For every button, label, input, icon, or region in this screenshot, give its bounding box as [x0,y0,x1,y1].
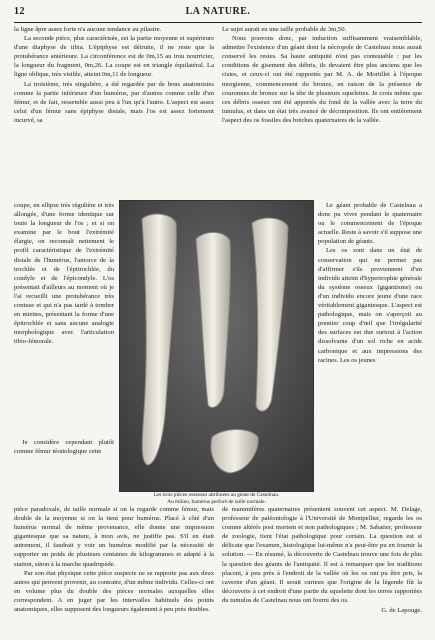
page-header [14,6,422,20]
bones-photograph [119,200,314,492]
paragraph: pièce paradoxale, de taille normale si on la regarde comme fémur, mais double de la moyenne si on la tient pour humérus. Placé à côté d'un humérus normal de même provenance, elle donne une impression gigantesque que sa nature, à mon avis, ne justifie pas. S'il en était autrement, il faudrait y voir un humérus modifié par la nécessité de supporter un poids de plusieurs centaines de kilogrammes et adapté à la station, sinon à la marche quadrupède. [14,506,214,568]
author-signature: G. de Lapouge. [381,607,422,615]
left-column-bottom [14,505,214,637]
page-number: 12 [14,6,25,17]
paragraph: La troisième, très singulière, a été regardée par de bons anatomistes comme la partie inférieure d'un humérus, par d'autres comme celle d'un fémur, et de fait, ressemble aussi peu à l'un qu'à l'autre. L'aspect est assez celui d'un fémur sans épiphyse distale, mais l'os est assez fortement incurvé, sa [14,80,214,124]
caption-line: Au milieu, humérus perforé de taille normale. [167,499,266,505]
left-column-narrow-2 [14,438,114,478]
paragraph: Je considère cependant plutôt comme fémur tératologique cette [14,439,114,456]
paragraph: Le géant probable de Castelnau a donc pu vivre pendant le quaternaire ou le commencement de l'époque actuelle. Reste à savoir s'il suppose une population de géants. [318,202,422,246]
left-column-narrow [14,201,114,438]
bones-illustration [120,201,313,491]
left-column-top [14,25,214,199]
figure-caption [119,492,314,506]
paragraph: La seconde pièce, plus caractérisée, est la partie moyenne et supérieure d'une diaphyse de tibia. L'épiphyse est détruite, il ne reste que la protubérance antérieure. La circonférence est de 0m,15 au trou nourricier, la longueur du fragment, 0m,26. La coupe est en triangle équilatéral. La ligne oblique, très visible, atteint 0m,11 de longueur. [14,35,214,79]
paragraph: Les os sont dans un état de conservation qui ne permet pas d'affirmer s'ils proviennent d'un individu atteint d'hypertrophie générale du système osseux (gigantisme) ou d'un individu encore jeune d'une race véritablement gigantesque. L'aspect est pathologique, mais on s'aperçoit au premier coup d'œil que l'irrégularité des surfaces est due surtout à l'action dissolvante d'un sol riche en acide carbonique et aux impressions des racines. Les os jeunes [318,247,422,364]
paragraph: Par son état physique cette pièce suspecte ne se rapporte pas aux deux autres qui peuvent provenir, au contraire, d'un même individu. Celles-ci ont en volume plus du double des pièces normales auxquelles elles correspondent. A en juger par les intervalles habituels des points anatomiques, elles supposent des longueurs également à peu près doubles. [14,569,214,614]
right-column-narrow [318,201,422,501]
caption-line: Les trois pièces osseuses attribuées au géant de Castelnau. [153,492,280,498]
paragraph: coupe, en ellipse très régulière et très allongée, d'une forme identique sur toute la longueur de l'os ; et si on examine par le bout l'extrémité élargie, on reconnaît nettement le profil caractéristique de l'extrémité distale de l'humérus, l'amorce de la trochlée et de l'épitrochlée, du condyle et de l'épicondyle. L'os présentait d'ailleurs au moment où je l'ai recueilli une protubérance très contuse et qui n'a pas tardé à tomber en miettes, présentant la forme d'une épitrochlée et sans aucune analogie morphologique avec l'articulation tibio-fémorale. [14,202,114,346]
paragraph: la ligne âpre assez forte n'a aucune tendance au pilastre. [14,26,162,33]
right-column-top [222,25,422,199]
journal-title: LA NATURE. [185,6,251,17]
right-column-bottom [222,505,422,637]
paragraph: Le sujet aurait eu une taille probable de 3m,50. [222,26,347,33]
header-rule [14,22,422,23]
paragraph: de mammifères quaternaires présentent souvent cet aspect. M. Delage, professeur de paléontologie à l'Université de Montpellier, regarde les os comme altérés post mortem et non pathologiques ; M. Sabatier, professeur de zoologie, tient l'état pathologique pour certain. La question est si délicate que l'examen, histologique lui-même n'a peut-être pu en fournir la solution. — En résumé, la découverte de Castelnau trouve une fois de plus la question des géants de l'antiquité. Il est à remarquer que les traditions placent, à peu près à l'endroit de la vallée où les os ont pu être pris, la caverne d'un géant. Il serait curieux que l'origine de la légende fût la découverte à cet endroit d'une partie du squelette dont les terres rapportées du tumulus de Castelnau nous ont fourni des os. [222,506,422,604]
paragraph: Nous pouvons donc, par induction suffisamment vraisemblable, admettre l'existence d'un géant dont la nécropole de Castelnau nous aurait conservé les restes. Sa haute antiquité n'est pas contestable : par les conditions de gisement des débris, ils devaient être plus anciens que les cistes, et ceux-ci ont été rapportés par M. A. de Mortillet à l'époque morgienne, commencement du bronze, en raison de la présence de couronnes de bronze sur la tête de plusieurs squelettes. Je crois même que ces débris osseux ont été apportés du fond de la vallée avec la terre du tumulus, et dans un état très avancé de décomposition. Ils ont entièrement l'aspect des os fossiles des brèches quaternaires de la vallée. [222,35,422,124]
